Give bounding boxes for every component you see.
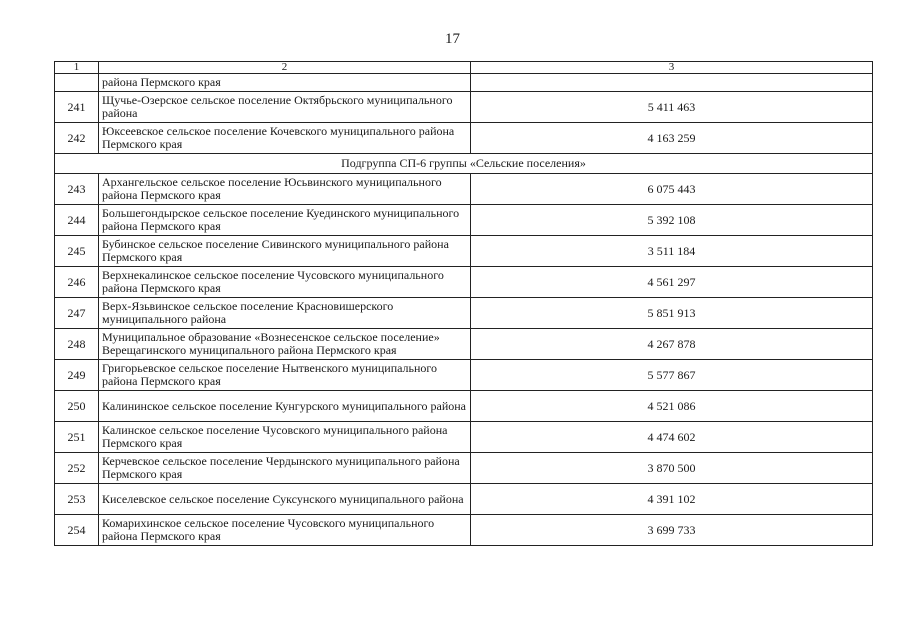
amount-value: 4 474 602 (471, 422, 873, 453)
row-number: 245 (55, 236, 99, 267)
column-number-3: 3 (471, 62, 873, 74)
table-row (55, 298, 873, 329)
amount-value: 3 511 184 (471, 236, 873, 267)
amount-value: 5 851 913 (471, 298, 873, 329)
amount-value (471, 74, 873, 92)
table-row (55, 267, 873, 298)
amount-value: 3 870 500 (471, 453, 873, 484)
municipality-name: Керчевское сельское поселение Чердынского муниципального района Пермского края (99, 453, 471, 484)
municipality-name: Комарихинское сельское поселение Чусовского муниципального района Пермского края (99, 515, 471, 546)
table-body (55, 62, 873, 546)
row-number: 249 (55, 360, 99, 391)
row-number: 246 (55, 267, 99, 298)
municipality-name: Калининское сельское поселение Кунгурского муниципального района (99, 391, 471, 422)
table-row (55, 329, 873, 360)
municipality-name: Верх-Язьвинское сельское поселение Красновишерского муниципального района (99, 298, 471, 329)
amount-value: 5 411 463 (471, 92, 873, 123)
amount-value: 4 267 878 (471, 329, 873, 360)
row-number: 252 (55, 453, 99, 484)
column-number-1: 1 (55, 62, 99, 74)
amount-value: 3 699 733 (471, 515, 873, 546)
amount-value: 4 521 086 (471, 391, 873, 422)
amount-value: 5 577 867 (471, 360, 873, 391)
table-row (55, 391, 873, 422)
table-row (55, 174, 873, 205)
table-row (55, 484, 873, 515)
table-row (55, 123, 873, 154)
row-number: 250 (55, 391, 99, 422)
municipality-name: района Пермского края (99, 74, 471, 92)
row-number: 248 (55, 329, 99, 360)
row-number: 242 (55, 123, 99, 154)
table-row (55, 236, 873, 267)
subgroup-row (55, 154, 873, 174)
municipality-name: Григорьевское сельское поселение Нытвенского муниципального района Пермского края (99, 360, 471, 391)
municipality-name: Калинское сельское поселение Чусовского муниципального района Пермского края (99, 422, 471, 453)
municipality-name: Бубинское сельское поселение Сивинского муниципального района Пермского края (99, 236, 471, 267)
amount-value: 4 561 297 (471, 267, 873, 298)
table-row (55, 360, 873, 391)
table-row (55, 515, 873, 546)
row-number: 247 (55, 298, 99, 329)
row-number: 254 (55, 515, 99, 546)
column-number-row (55, 62, 873, 74)
table-row (55, 205, 873, 236)
continuation-row (55, 74, 873, 92)
municipality-name: Щучье-Озерское сельское поселение Октябрьского муниципального района (99, 92, 471, 123)
amount-value: 4 163 259 (471, 123, 873, 154)
row-number: 241 (55, 92, 99, 123)
municipality-name: Архангельское сельское поселение Юсьвинского муниципального района Пермского края (99, 174, 471, 205)
amount-value: 6 075 443 (471, 174, 873, 205)
row-number: 251 (55, 422, 99, 453)
row-number (55, 74, 99, 92)
subgroup-title: Подгруппа СП-6 группы «Сельские поселения» (55, 154, 873, 174)
table-row (55, 92, 873, 123)
row-number: 243 (55, 174, 99, 205)
allocation-table (54, 61, 873, 546)
table-row (55, 422, 873, 453)
municipality-name: Верхнекалинское сельское поселение Чусовского муниципального района Пермского края (99, 267, 471, 298)
municipality-name: Юксеевское сельское поселение Кочевского муниципального района Пермского края (99, 123, 471, 154)
row-number: 253 (55, 484, 99, 515)
page-number: 17 (445, 31, 460, 47)
amount-value: 4 391 102 (471, 484, 873, 515)
amount-value: 5 392 108 (471, 205, 873, 236)
municipality-name: Киселевское сельское поселение Суксунского муниципального района (99, 484, 471, 515)
municipality-name: Муниципальное образование «Вознесенское сельское поселение» Верещагинского муниципального района Пермского края (99, 329, 471, 360)
municipality-name: Большегондырское сельское поселение Куединского муниципального района Пермского края (99, 205, 471, 236)
table-row (55, 453, 873, 484)
row-number: 244 (55, 205, 99, 236)
column-number-2: 2 (99, 62, 471, 74)
